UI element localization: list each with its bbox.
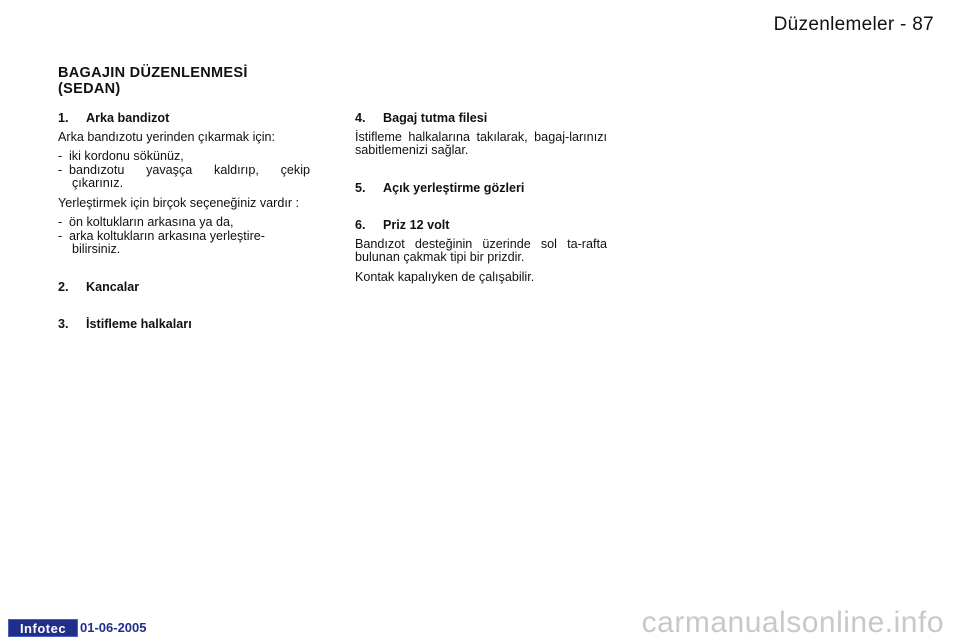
right-column — [355, 106, 607, 290]
heading-2-text: Kancalar — [86, 279, 140, 294]
list-item — [58, 230, 310, 257]
heading-3-text: İstifleme halkaları — [86, 317, 192, 331]
left-column — [58, 106, 310, 337]
heading-3-number: 3. — [58, 317, 69, 331]
heading-5 — [355, 182, 607, 196]
paragraph-placement-intro: Yerleştirmek için birçok seçeneğiniz vardır : — [58, 195, 300, 210]
paragraph-socket-note: Kontak kapalıyken de çalışabilir. — [355, 269, 535, 284]
section-title-line-1: BAGAJIN DÜZENLENMESİ — [58, 65, 248, 81]
heading-6-text: Priz 12 volt — [383, 218, 450, 232]
list-item — [58, 216, 310, 230]
heading-1 — [58, 112, 310, 126]
infotec-logo: Infotec — [8, 619, 78, 637]
heading-4-number: 4. — [355, 111, 366, 125]
list-item-text: ön koltukların arkasına ya da, — [69, 215, 234, 229]
footer-date: 01-06-2005 — [80, 620, 147, 635]
watermark: carmanualsonline.info — [641, 606, 944, 639]
heading-5-text: Açık yerleştirme gözleri — [383, 180, 525, 195]
list-item — [58, 164, 310, 191]
list-item — [58, 150, 310, 164]
paragraph-net-info: İstifleme halkalarına takılarak, bagaj-larınızı sabitlemenizi sağlar. — [355, 129, 607, 157]
section-title — [58, 65, 358, 97]
heading-5-number: 5. — [355, 180, 366, 195]
heading-4 — [355, 112, 607, 126]
heading-1-text: Arka bandizot — [86, 111, 170, 125]
dash-marker: - — [58, 215, 63, 229]
section-title-line-2: (SEDAN) — [58, 81, 121, 97]
dash-marker: - — [58, 162, 63, 177]
dash-marker: - — [58, 228, 63, 243]
list-item-text-cont: bilirsiniz. — [72, 242, 121, 256]
heading-2 — [58, 281, 310, 295]
heading-2-number: 2. — [58, 279, 69, 294]
list-item-text-cont: çıkarınız. — [72, 176, 124, 190]
list-item-text: bandızotu yavaşça kaldırıp, çekip — [69, 162, 310, 177]
dash-marker: - — [58, 149, 63, 163]
list-item-text: arka koltukların arkasına yerleştire- — [69, 228, 265, 243]
list-item-text: iki kordonu sökünüz, — [69, 149, 184, 163]
heading-3 — [58, 318, 310, 332]
heading-6-number: 6. — [355, 218, 366, 232]
paragraph-socket-info: Bandızot desteğinin üzerinde sol ta-rafta bulunan çakmak tipi bir prizdir. — [355, 236, 607, 264]
paragraph-remove-intro: Arka bandızotu yerinden çıkarmak için: — [58, 129, 275, 144]
heading-6 — [355, 219, 607, 233]
heading-1-number: 1. — [58, 111, 69, 125]
page-header: Düzenlemeler - 87 — [773, 14, 934, 35]
heading-4-text: Bagaj tutma filesi — [383, 111, 488, 125]
